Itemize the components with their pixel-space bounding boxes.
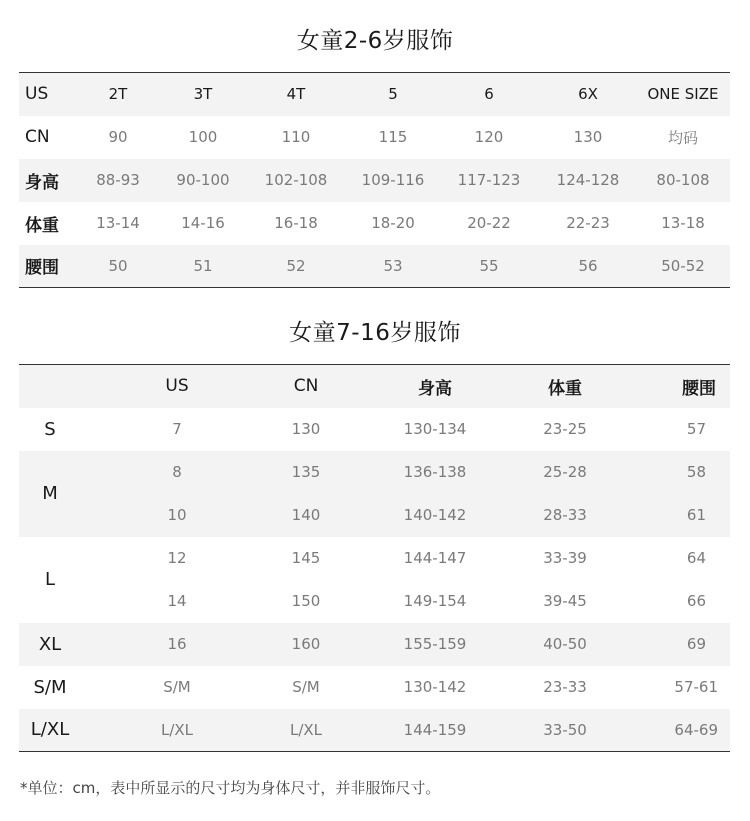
row-label: 腰围 bbox=[19, 245, 74, 288]
table-cell: 124-128 bbox=[540, 159, 636, 202]
table-cell: 115 bbox=[378, 128, 408, 146]
table-row bbox=[19, 408, 730, 451]
table-cell: 33-50 bbox=[531, 709, 599, 752]
table-cell: 39-45 bbox=[543, 592, 587, 610]
table-cell: 50 bbox=[74, 245, 162, 288]
table-cell: S/M bbox=[163, 678, 191, 696]
table1-header-cell: US bbox=[19, 73, 74, 116]
table-cell: 53 bbox=[348, 245, 438, 288]
size-label: S bbox=[44, 418, 56, 440]
table-cell: 102-108 bbox=[244, 159, 348, 202]
table-cell: 80-108 bbox=[636, 159, 730, 202]
table-cell: 16-18 bbox=[274, 214, 318, 232]
table-cell: 57-61 bbox=[674, 678, 718, 696]
footnote: *单位：cm，表中所显示的尺寸均为身体尺寸，并非服饰尺寸。 bbox=[20, 779, 441, 797]
table-cell: 140 bbox=[273, 494, 339, 537]
table-cell: 88-93 bbox=[74, 159, 162, 202]
table-cell: 55 bbox=[438, 245, 540, 288]
table-cell: 57 bbox=[686, 420, 706, 438]
table-cell: 18-20 bbox=[371, 214, 415, 232]
table-cell: 12 bbox=[167, 549, 187, 567]
table-cell: 135 bbox=[273, 451, 339, 494]
row-label: 身高 bbox=[19, 159, 74, 202]
table-cell: 50-52 bbox=[636, 245, 730, 288]
table-cell: 144-159 bbox=[339, 709, 531, 752]
table-cell: 117-123 bbox=[438, 159, 540, 202]
table-cell: 150 bbox=[291, 592, 321, 610]
table-cell: 130-142 bbox=[403, 678, 467, 696]
table-cell: 58 bbox=[599, 451, 730, 494]
size-label: M bbox=[19, 451, 81, 537]
table-cell: 100 bbox=[188, 128, 218, 146]
table2-header-cell: US bbox=[81, 365, 273, 408]
table-cell: 109-116 bbox=[348, 159, 438, 202]
table2-header-cell: 身高 bbox=[339, 365, 531, 408]
row-label: CN bbox=[25, 127, 50, 147]
table-row bbox=[19, 451, 730, 494]
table2-header-cell bbox=[19, 365, 81, 408]
size-label: L/XL bbox=[19, 709, 81, 752]
table1-header-row bbox=[19, 73, 730, 116]
table-cell: 10 bbox=[81, 494, 273, 537]
table2-header-cell: 腰围 bbox=[599, 365, 730, 408]
table-row bbox=[19, 116, 730, 159]
table-cell: 120 bbox=[474, 128, 504, 146]
table2-header-cell: CN bbox=[273, 365, 339, 408]
table-cell: 136-138 bbox=[339, 451, 531, 494]
table-cell: 140-142 bbox=[339, 494, 531, 537]
table-cell: 20-22 bbox=[467, 214, 511, 232]
table-cell: 25-28 bbox=[531, 451, 599, 494]
table1-header-cell: 6X bbox=[540, 73, 636, 116]
table-cell: 23-33 bbox=[543, 678, 587, 696]
table-cell: 155-159 bbox=[339, 623, 531, 666]
table2-header-cell: 体重 bbox=[531, 365, 599, 408]
table-cell: 14 bbox=[167, 592, 187, 610]
table-cell: L/XL bbox=[273, 709, 339, 752]
table-cell: 145 bbox=[291, 549, 321, 567]
table-cell: 110 bbox=[281, 128, 311, 146]
table2-title: 女童7-16岁服饰 bbox=[289, 320, 461, 346]
table-cell: 40-50 bbox=[531, 623, 599, 666]
table-cell: 52 bbox=[244, 245, 348, 288]
table-cell: 56 bbox=[540, 245, 636, 288]
table-cell: S/M bbox=[292, 678, 320, 696]
table2-header-row bbox=[19, 365, 730, 408]
table1-header-cell: ONE SIZE bbox=[636, 73, 730, 116]
table-row bbox=[19, 494, 730, 537]
row-label: 体重 bbox=[25, 215, 59, 236]
table-cell: 160 bbox=[273, 623, 339, 666]
table-cell: 51 bbox=[162, 245, 244, 288]
table1-header-cell: 3T bbox=[162, 73, 244, 116]
table-cell: 149-154 bbox=[403, 592, 467, 610]
table-cell: 22-23 bbox=[566, 214, 610, 232]
table1-header-cell: 2T bbox=[74, 73, 162, 116]
size-table-2-6 bbox=[19, 72, 730, 288]
table1-header-cell: 4T bbox=[244, 73, 348, 116]
table-cell: 130-134 bbox=[403, 420, 467, 438]
table-cell: 130 bbox=[291, 420, 321, 438]
table-cell: 7 bbox=[172, 420, 182, 438]
table-cell: 8 bbox=[81, 451, 273, 494]
size-label: XL bbox=[19, 623, 81, 666]
table-cell: 66 bbox=[686, 592, 706, 610]
table-row bbox=[19, 537, 730, 580]
table-row bbox=[19, 245, 730, 288]
table1-title: 女童2-6岁服饰 bbox=[296, 28, 454, 54]
size-label: S/M bbox=[33, 676, 67, 698]
table-cell: 144-147 bbox=[403, 549, 467, 567]
table-cell: 61 bbox=[599, 494, 730, 537]
table-row bbox=[19, 580, 730, 623]
table-cell: 64 bbox=[686, 549, 706, 567]
table-cell: L/XL bbox=[81, 709, 273, 752]
table-cell: 14-16 bbox=[181, 214, 225, 232]
table-row bbox=[19, 202, 730, 245]
table-cell: 16 bbox=[81, 623, 273, 666]
size-label: L bbox=[44, 569, 56, 590]
table-cell: 13-14 bbox=[96, 214, 140, 232]
table-row bbox=[19, 709, 730, 752]
table-cell: 69 bbox=[599, 623, 730, 666]
table1-header-cell: 5 bbox=[348, 73, 438, 116]
table-cell: 均码 bbox=[667, 128, 698, 147]
table-cell: 90 bbox=[108, 128, 128, 146]
table-row bbox=[19, 159, 730, 202]
table-cell: 64-69 bbox=[599, 709, 730, 752]
table-cell: 23-25 bbox=[543, 420, 587, 438]
size-table-7-16 bbox=[19, 364, 730, 752]
table-cell: 90-100 bbox=[162, 159, 244, 202]
table-cell: 33-39 bbox=[543, 549, 587, 567]
table-cell: 130 bbox=[573, 128, 603, 146]
table-cell: 28-33 bbox=[531, 494, 599, 537]
table-row bbox=[19, 623, 730, 666]
table-cell: 13-18 bbox=[661, 214, 705, 232]
table1-header-cell: 6 bbox=[438, 73, 540, 116]
table-row bbox=[19, 666, 730, 709]
